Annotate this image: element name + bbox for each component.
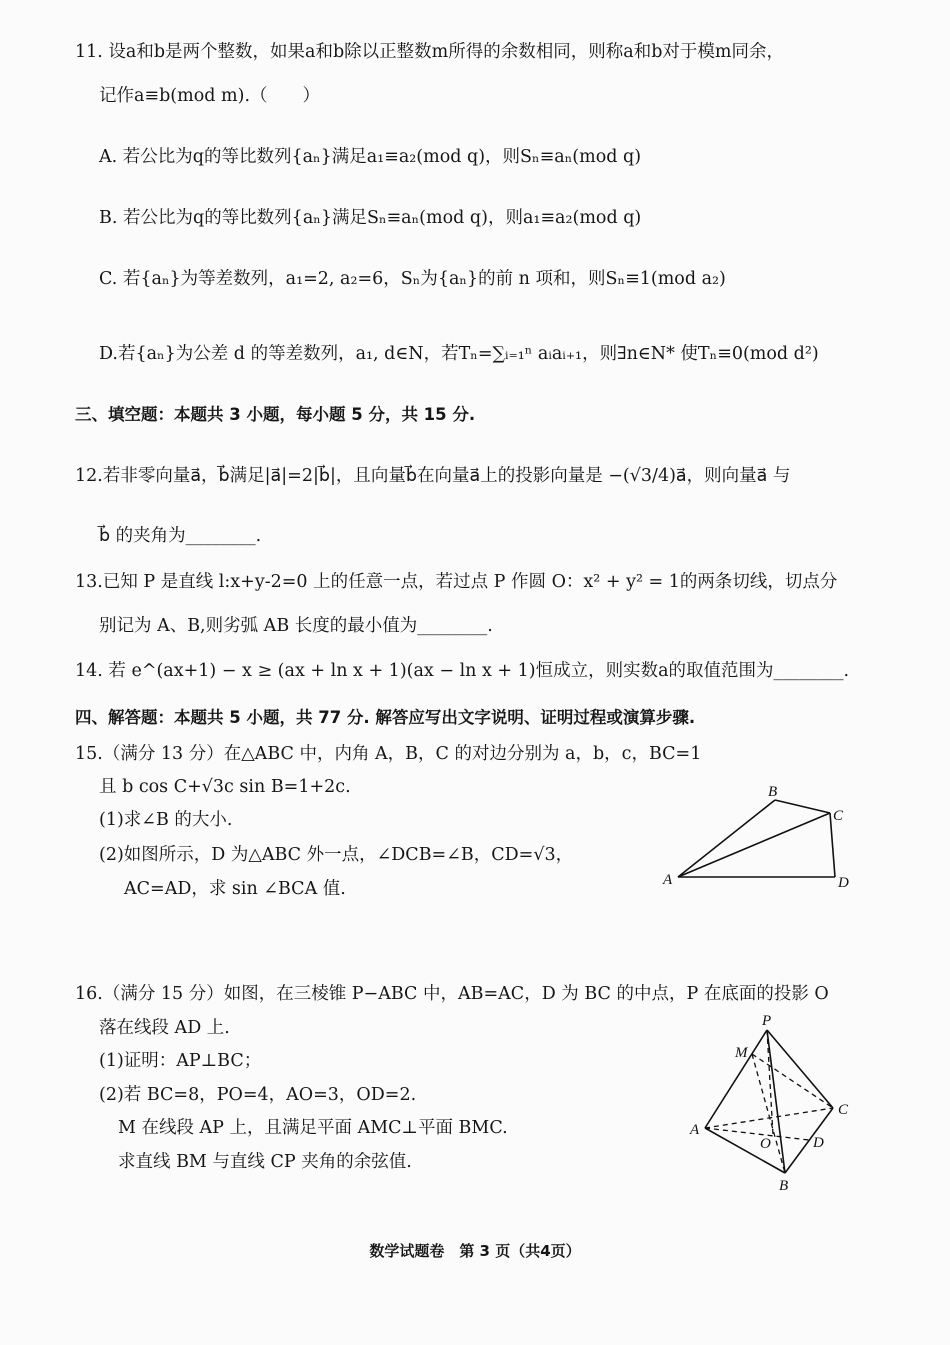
edge-ab xyxy=(705,1128,785,1173)
edge-ab xyxy=(678,800,775,877)
q15-line2: 且 b cos C+√3c sin B=1+2c. xyxy=(99,777,351,797)
segment-mb xyxy=(752,1054,785,1173)
edge-ac xyxy=(678,813,830,877)
label-a: A xyxy=(690,1122,700,1138)
edge-bc xyxy=(785,1108,833,1173)
q11-option-b: B. 若公比为q的等比数列{aₙ}满足Sₙ≡aₙ(mod q)，则a₁≡a₂(mod q) xyxy=(99,208,642,228)
q13-line1: 13.已知 P 是直线 l:x+y-2=0 上的任意一点，若过点 P 作圆 O：x² + y² = 1的两条切线，切点分 xyxy=(75,572,838,592)
label-p: P xyxy=(762,1013,772,1029)
label-d: D xyxy=(813,1135,824,1151)
q11-stem-line1: 11. 设a和b是两个整数，如果a和b除以正整数m所得的余数相同，则称a和b对于模m同余， xyxy=(75,42,784,62)
page-footer: 数学试题卷 第 3 页（共4页） xyxy=(369,1242,581,1260)
q11-option-c: C. 若{aₙ}为等差数列，a₁=2, a₂=6，Sₙ为{aₙ}的前 n 项和，则Sₙ≡1(mod a₂) xyxy=(99,269,726,289)
label-b: B xyxy=(768,784,778,800)
q15-line1: 15.（满分 13 分）在△ABC 中，内角 A，B，C 的对边分别为 a，b，c，BC=1 xyxy=(75,744,702,764)
edge-pc xyxy=(767,1030,833,1108)
section4-heading: 四、解答题：本题共 5 小题，共 77 分. 解答应写出文字说明、证明过程或演算步骤. xyxy=(75,708,696,727)
edge-bc xyxy=(775,800,830,813)
label-o: O xyxy=(760,1136,771,1152)
label-a: A xyxy=(663,872,673,888)
q16-line2: 落在线段 AD 上. xyxy=(99,1018,230,1038)
q13-line2: 别记为 A、B,则劣弧 AB 长度的最小值为________. xyxy=(99,616,493,636)
label-c: C xyxy=(833,808,844,824)
label-d: D xyxy=(838,875,849,891)
q16-part2b: M 在线段 AP 上，且满足平面 AMC⊥平面 BMC. xyxy=(118,1118,508,1138)
q15-part1: (1)求∠B 的大小. xyxy=(99,810,233,830)
q11-stem-line2: 记作a≡b(mod m).（ ） xyxy=(99,86,321,106)
label-c: C xyxy=(838,1102,849,1118)
q15-quadrilateral-figure xyxy=(655,780,855,892)
q16-line1: 16.（满分 15 分）如图，在三棱锥 P−ABC 中，AB=AC，D 为 BC 的中点，P 在底面的投影 O xyxy=(75,984,829,1004)
q16-part2c: 求直线 BM 与直线 CP 夹角的余弦值. xyxy=(118,1152,412,1172)
q16-part2a: (2)若 BC=8，PO=4，AO=3，OD=2. xyxy=(99,1085,417,1105)
q11-option-d: D.若{aₙ}为公差 d 的等差数列，a₁, d∈N，若Tₙ=∑ᵢ₌₁ⁿ aᵢaᵢ₊₁，则∃n∈N* 使Tₙ≡0(mod d²) xyxy=(99,344,819,364)
q15-part2b: AC=AD，求 sin ∠BCA 值. xyxy=(124,879,346,899)
q12-line1: 12.若非零向量a⃗，b⃗满足|a⃗|=2|b⃗|，且向量b⃗在向量a⃗上的投影向量是 −(√3/4)a⃗，则向量a⃗ 与 xyxy=(75,466,791,486)
q14-line1: 14. 若 e^(ax+1) − x ≥ (ax + ln x + 1)(ax − ln x + 1)恒成立，则实数a的取值范围为________. xyxy=(75,661,850,681)
q16-part1: (1)证明：AP⊥BC； xyxy=(99,1051,262,1071)
edge-ac-hidden xyxy=(705,1108,833,1128)
label-m: M xyxy=(735,1045,748,1061)
q11-option-a: A. 若公比为q的等比数列{aₙ}满足a₁≡a₂(mod q)，则Sₙ≡aₙ(mod q) xyxy=(99,147,642,167)
label-b: B xyxy=(779,1178,789,1194)
q15-part2a: (2)如图所示，D 为△ABC 外一点，∠DCB=∠B，CD=√3， xyxy=(99,845,574,865)
q12-line2: b⃗ 的夹角为________. xyxy=(99,526,262,546)
q16-pyramid-figure xyxy=(685,1010,860,1195)
segment-ad xyxy=(705,1128,809,1140)
section3-heading: 三、填空题：本题共 3 小题，每小题 5 分，共 15 分. xyxy=(75,405,476,424)
